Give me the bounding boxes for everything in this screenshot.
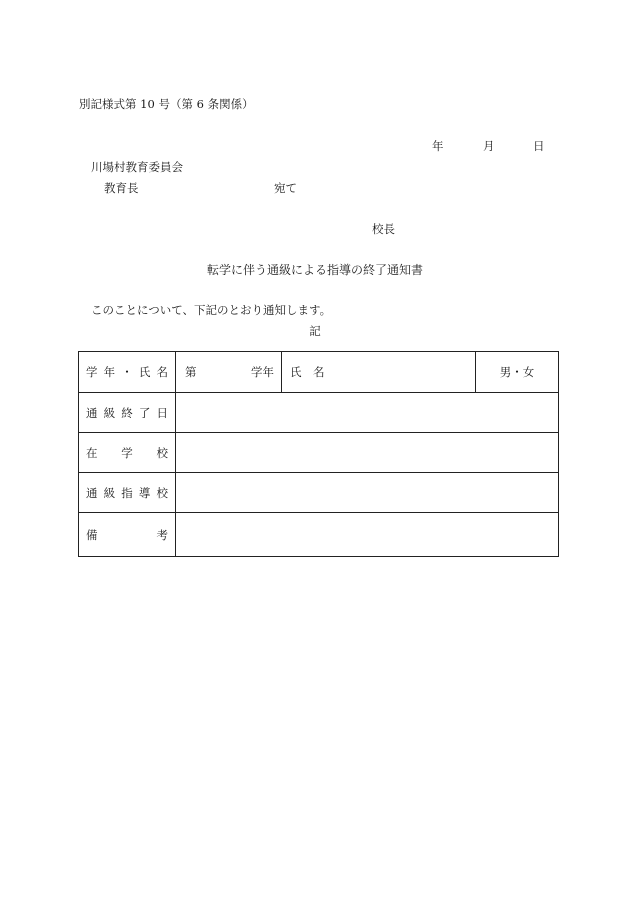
- student-name-label: 氏 名: [290, 365, 325, 379]
- document-title: 転学に伴う通級による指導の終了通知書: [206, 263, 423, 277]
- date-year: 年: [432, 139, 444, 153]
- intro-text: このことについて、下記のとおり通知します。: [91, 303, 332, 317]
- board-name: 川場村教育委員会: [91, 160, 183, 174]
- end-date-field[interactable]: [176, 393, 559, 433]
- current-school-row: [79, 433, 559, 473]
- grade-field[interactable]: [176, 352, 282, 393]
- grade-suffix: 学年: [251, 365, 274, 379]
- guidance-school-label: 通 級 指 導 校: [79, 473, 176, 513]
- sex-options: 男・女: [499, 365, 535, 379]
- addressee-suffix: 宛て: [274, 181, 297, 195]
- notice-form-table: [78, 351, 559, 557]
- current-school-label: 在 学 校: [79, 433, 176, 473]
- principal-title: 校長: [372, 222, 395, 236]
- end-date-row: [79, 393, 559, 433]
- ki-heading: 記: [309, 324, 321, 338]
- guidance-school-field[interactable]: [176, 473, 559, 513]
- grade-prefix: 第: [185, 365, 197, 379]
- end-date-label: 通 級 終 了 日: [79, 393, 176, 433]
- sex-field[interactable]: [476, 352, 559, 393]
- student-name-field[interactable]: [282, 352, 476, 393]
- current-school-field[interactable]: [176, 433, 559, 473]
- superintendent-title: 教育長: [104, 181, 139, 195]
- remarks-field[interactable]: [176, 513, 559, 557]
- date-month: 月: [483, 139, 495, 153]
- remarks-row: [79, 513, 559, 557]
- guidance-school-row: [79, 473, 559, 513]
- date-day: 日: [533, 139, 545, 153]
- grade-name-row: [79, 352, 559, 393]
- remarks-label: 備 考: [79, 513, 176, 557]
- grade-name-label: 学 年 ・ 氏 名: [79, 352, 176, 393]
- form-number-label: 別記様式第 10 号（第 6 条関係）: [79, 97, 254, 111]
